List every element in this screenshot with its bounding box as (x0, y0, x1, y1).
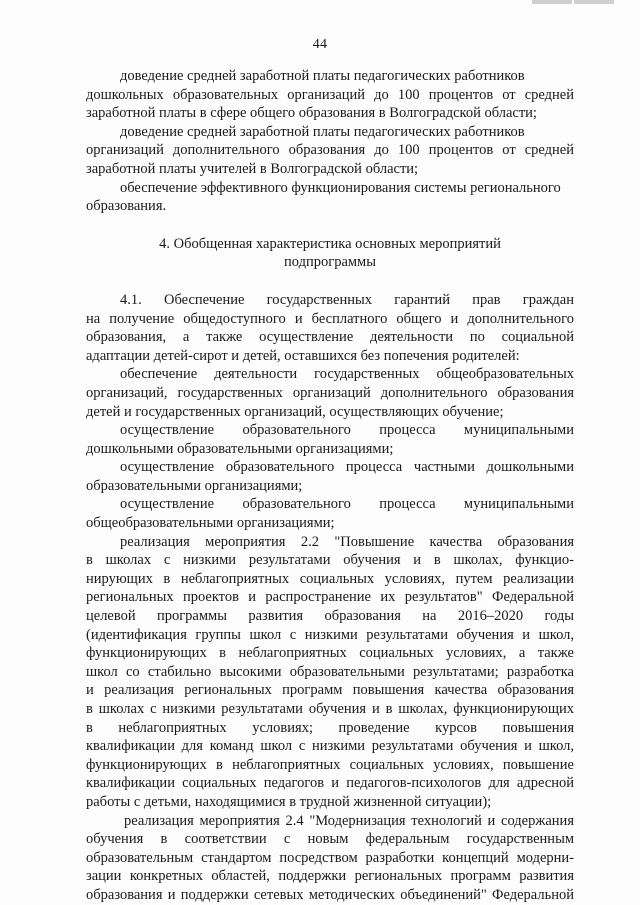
text-line: организаций, государственных организаций дополнительного образования (86, 384, 574, 401)
document-body (86, 67, 574, 905)
text-line: обучения в соответствии с новым федеральным государственным (86, 831, 574, 848)
text-line: квалификации социальных педагогов и педагогов-психологов для адресной (86, 775, 574, 792)
text-line: дошкольными образовательными организациями; (86, 440, 394, 457)
text-line: школ со стабильно высокими образовательными результатами; разработка (86, 663, 574, 680)
text-line: региональных проектов и распространение их результатов" Федеральной (86, 589, 574, 606)
text-line: и реализация региональных программ повышения качества образования (86, 682, 574, 699)
text-line: квалификации для команд школ с низкими результатами обучения и школ, (86, 738, 574, 755)
text-line: в неблагоприятных условиях; проведение курсов повышения (86, 719, 574, 736)
heading-line: 4. Обобщенная характеристика основных мероприятий (159, 235, 501, 252)
text-line: образовательными организациями; (86, 477, 303, 494)
text-line: осуществление образовательного процесса частными дошкольными (120, 459, 574, 476)
text-line: функционирующих в неблагоприятных социальных условиях, а также (86, 645, 574, 662)
text-line: в школах с низкими результатами обучения и в школах, функционирующих (86, 701, 574, 717)
text-line: дошкольных образовательных организаций до 100 процентов от средней (86, 86, 574, 103)
text-line: на получение общедоступного и бесплатного общего и дополнительного (86, 310, 574, 327)
text-line: обеспечение эффективного функционирования системы регионального (120, 179, 561, 196)
scan-mark (532, 0, 572, 4)
text-line: организаций дополнительного образования до 100 процентов от средней (86, 142, 574, 159)
text-line: осуществление образовательного процесса муниципальными (120, 422, 574, 439)
scan-edge-marks (532, 0, 614, 4)
text-line: доведение средней заработной платы педагогических работников (120, 123, 525, 140)
page-number: 44 (312, 37, 328, 52)
text-line: функционирующих в неблагоприятных социальных условиях, повышение (86, 756, 574, 773)
text-line: адаптации детей-сирот и детей, оставшихся без попечения родителей: (86, 347, 520, 364)
text-line: зации конкретных областей, поддержки региональных программ развития (86, 868, 574, 885)
intro-paragraphs (86, 67, 574, 216)
text-line: образования, а также осуществление деятельности по социальной (86, 329, 574, 346)
section-paragraphs (86, 291, 574, 905)
spacer (86, 272, 574, 291)
text-line: осуществление образовательного процесса муниципальными (120, 496, 574, 513)
text-line: реализация мероприятия 2.2 "Повышение качества образования (120, 533, 574, 550)
text-line: доведение средней заработной платы педагогических работников (120, 68, 525, 84)
text-line: 4.1. Обеспечение государственных гарантий прав граждан (120, 291, 574, 308)
text-line: реализация мероприятия 2.4 "Модернизация технологий и содержания (124, 812, 574, 829)
text-line: работы с детьми, находящимися в трудной жизненной ситуации); (86, 793, 492, 810)
spacer (86, 216, 574, 235)
heading-line: подпрограммы (284, 254, 376, 271)
text-line: детей и государственных организаций, осуществляющих обучение; (86, 403, 504, 420)
text-line: заработной платы учителей в Волгоградской области; (86, 160, 419, 177)
text-line: целевой программы развития образования на 2016–2020 годы (86, 608, 574, 625)
text-line: заработной платы в сфере общего образования в Волгоградской области; (86, 105, 537, 122)
section-heading (86, 235, 574, 272)
text-line: в школах с низкими результатами обучения и в школах, функцио- (86, 552, 574, 569)
text-line: образования и поддержки сетевых методических объединений" Федеральной (86, 886, 574, 903)
text-line: обеспечение деятельности государственных общеобразовательных (120, 366, 574, 383)
text-line: общеобразовательными организациями; (86, 515, 335, 532)
text-line: образовательным стандартом посредством разработки концепций модерни- (86, 849, 574, 866)
text-line: (идентификация группы школ с низкими результатами обучения и школ, (86, 626, 574, 643)
text-line: образования. (86, 198, 167, 215)
scan-mark (574, 0, 614, 4)
text-line: нирующих в неблагоприятных социальных условиях, путем реализации (86, 570, 574, 587)
